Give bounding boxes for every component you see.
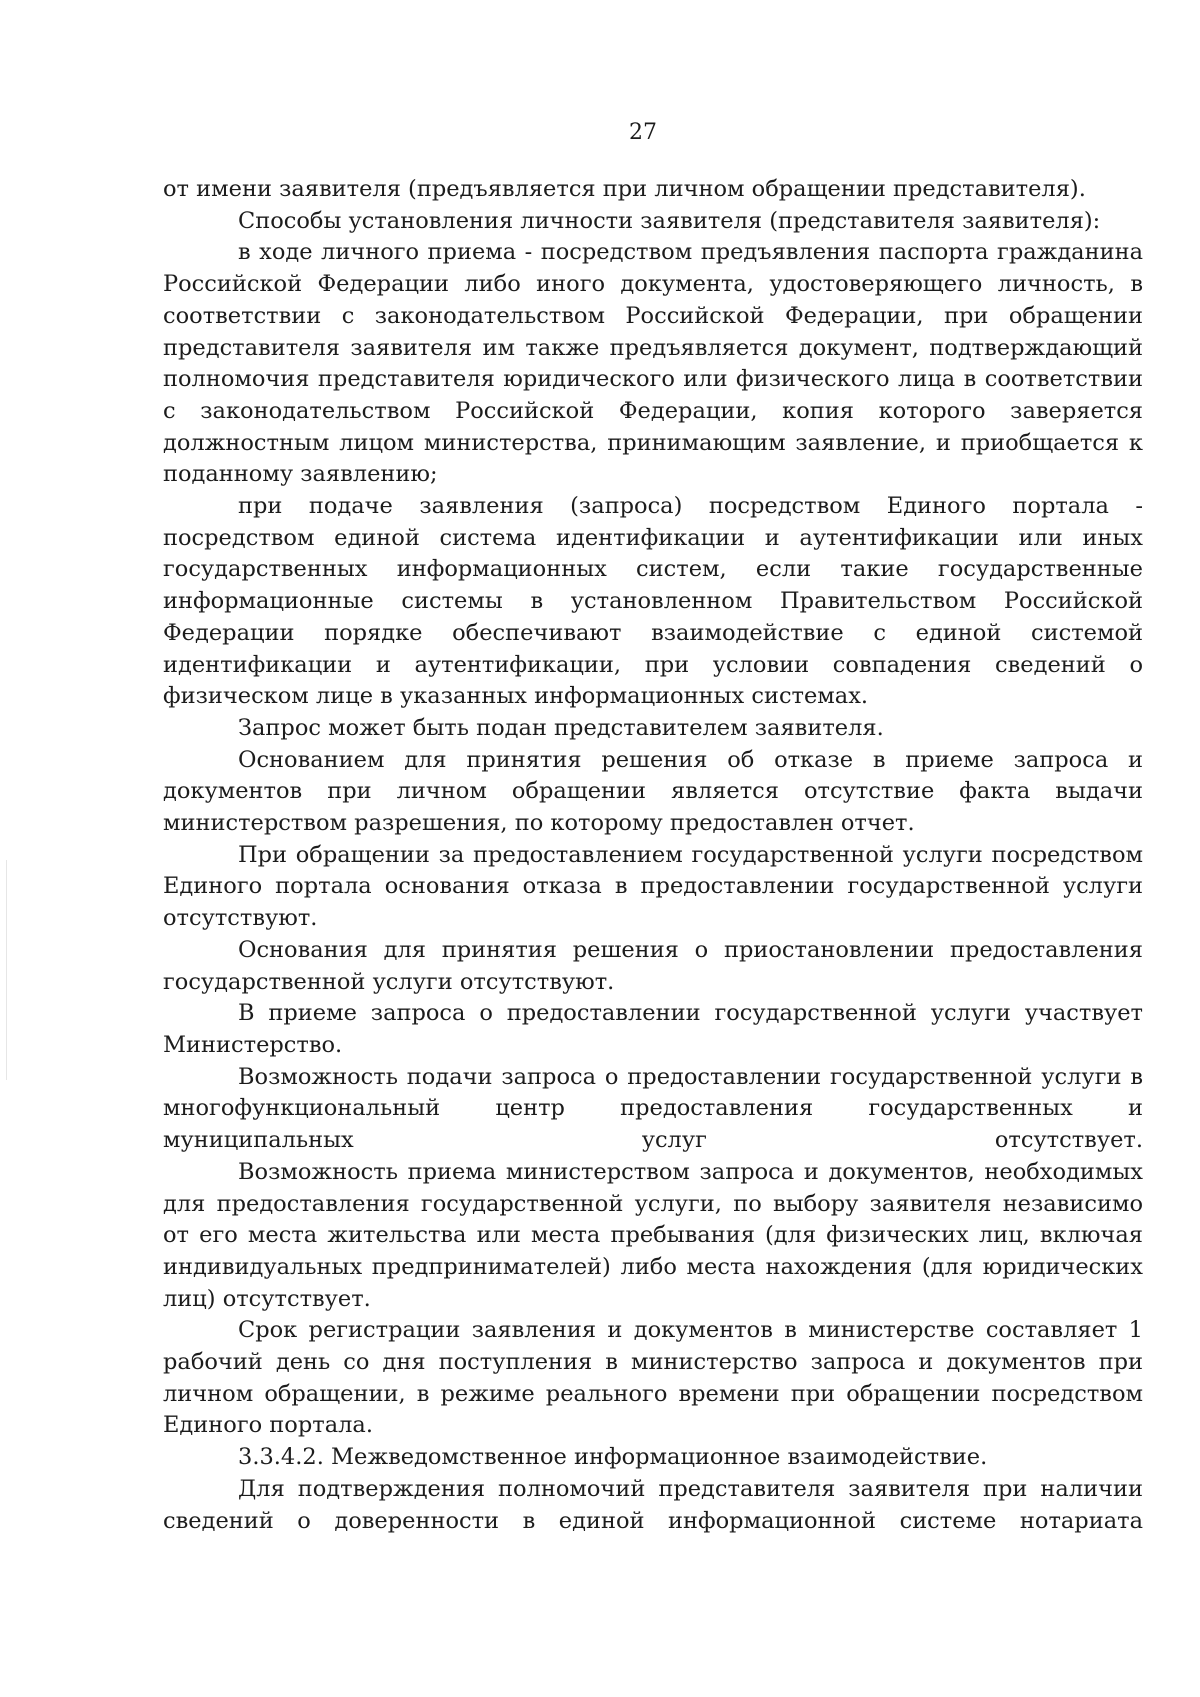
paragraph-in-person-reception: в ходе личного приема - посредством предъявления паспорта гражданина Российской Федерации либо иного документа, удостоверяющего личность, в соответствии с законодательством Российской Федерации, при обращении представителя заявителя им также предъявляется документ, подтверждающий полномочия представителя юридического или физического лица в соответствии с законодательством Российской Федерации, копия которого заверяется должностным лицом министерства, принимающим заявление, и приобщается к поданному заявлению; [163,239,1143,488]
paragraph-registration-term: Срок регистрации заявления и документов в министерстве составляет 1 рабочий день со дня поступления в министерство запроса и документов при личном обращении, в режиме реального времени при обращении посредством Единого портала. [163,1317,1143,1439]
paragraph-participating-body: В приеме запроса о предоставлении государственной услуги участвует Министерство. [163,1000,1143,1058]
paragraph-notary-verification: Для подтверждения полномочий представителя заявителя при наличии сведений о доверенности в единой информационной системе нотариата [163,1475,1143,1534]
paragraph-portal-submission: при подаче заявления (запроса) посредством Единого портала - посредством единой система идентификации и аутентификации или иных государственных информационных систем, если такие государственные информационные системы в установленном Правительством Российской Федерации порядке обеспечивают взаимодействие с единой системой идентификации и аутентификации, при условии совпадения сведений о физическом лице в указанных информационных системах. [163,493,1143,710]
scan-margin-artifact [6,860,7,1080]
paragraph-refusal-grounds: Основанием для принятия решения об отказе в приеме запроса и документов при личном обращении является отсутствие факта выдачи министерством разрешения, по которому предоставлен отчет. [163,746,1143,837]
paragraph-extraterritorial: Возможность приема министерством запроса и документов, необходимых для предоставления государственной услуги, по выбору заявителя независимо от его места жительства или места пребывания (для физических лиц, включая индивидуальных предпринимателей) либо места нахождения (для юридических лиц) отсутствует. [163,1158,1143,1312]
paragraph-identification-methods: Способы установления личности заявителя (представителя заявителя): [238,207,1101,234]
paragraph-mfc-submission: Возможность подачи запроса о предоставлении государственной услуги в многофункциональный центр предоставления государственных и муниципальных услуг отсутствует. [163,1063,1143,1154]
paragraph-portal-refusal: При обращении за предоставлением государственной услуги посредством Единого портала основания отказа в предоставлении государственной услуги отсутствуют. [163,841,1143,932]
document-body [163,174,1143,1537]
paragraph-representative: Запрос может быть подан представителем заявителя. [238,714,884,741]
section-heading-3-3-4-2: 3.3.4.2. Межведомственное информационное взаимодействие. [238,1444,988,1471]
paragraph-continuation: от имени заявителя (предъявляется при личном обращении представителя). [163,176,1086,202]
paragraph-suspension-grounds: Основания для принятия решения о приостановлении предоставления государственной услуги отсутствуют. [163,936,1143,995]
page-number: 27 [629,120,657,145]
